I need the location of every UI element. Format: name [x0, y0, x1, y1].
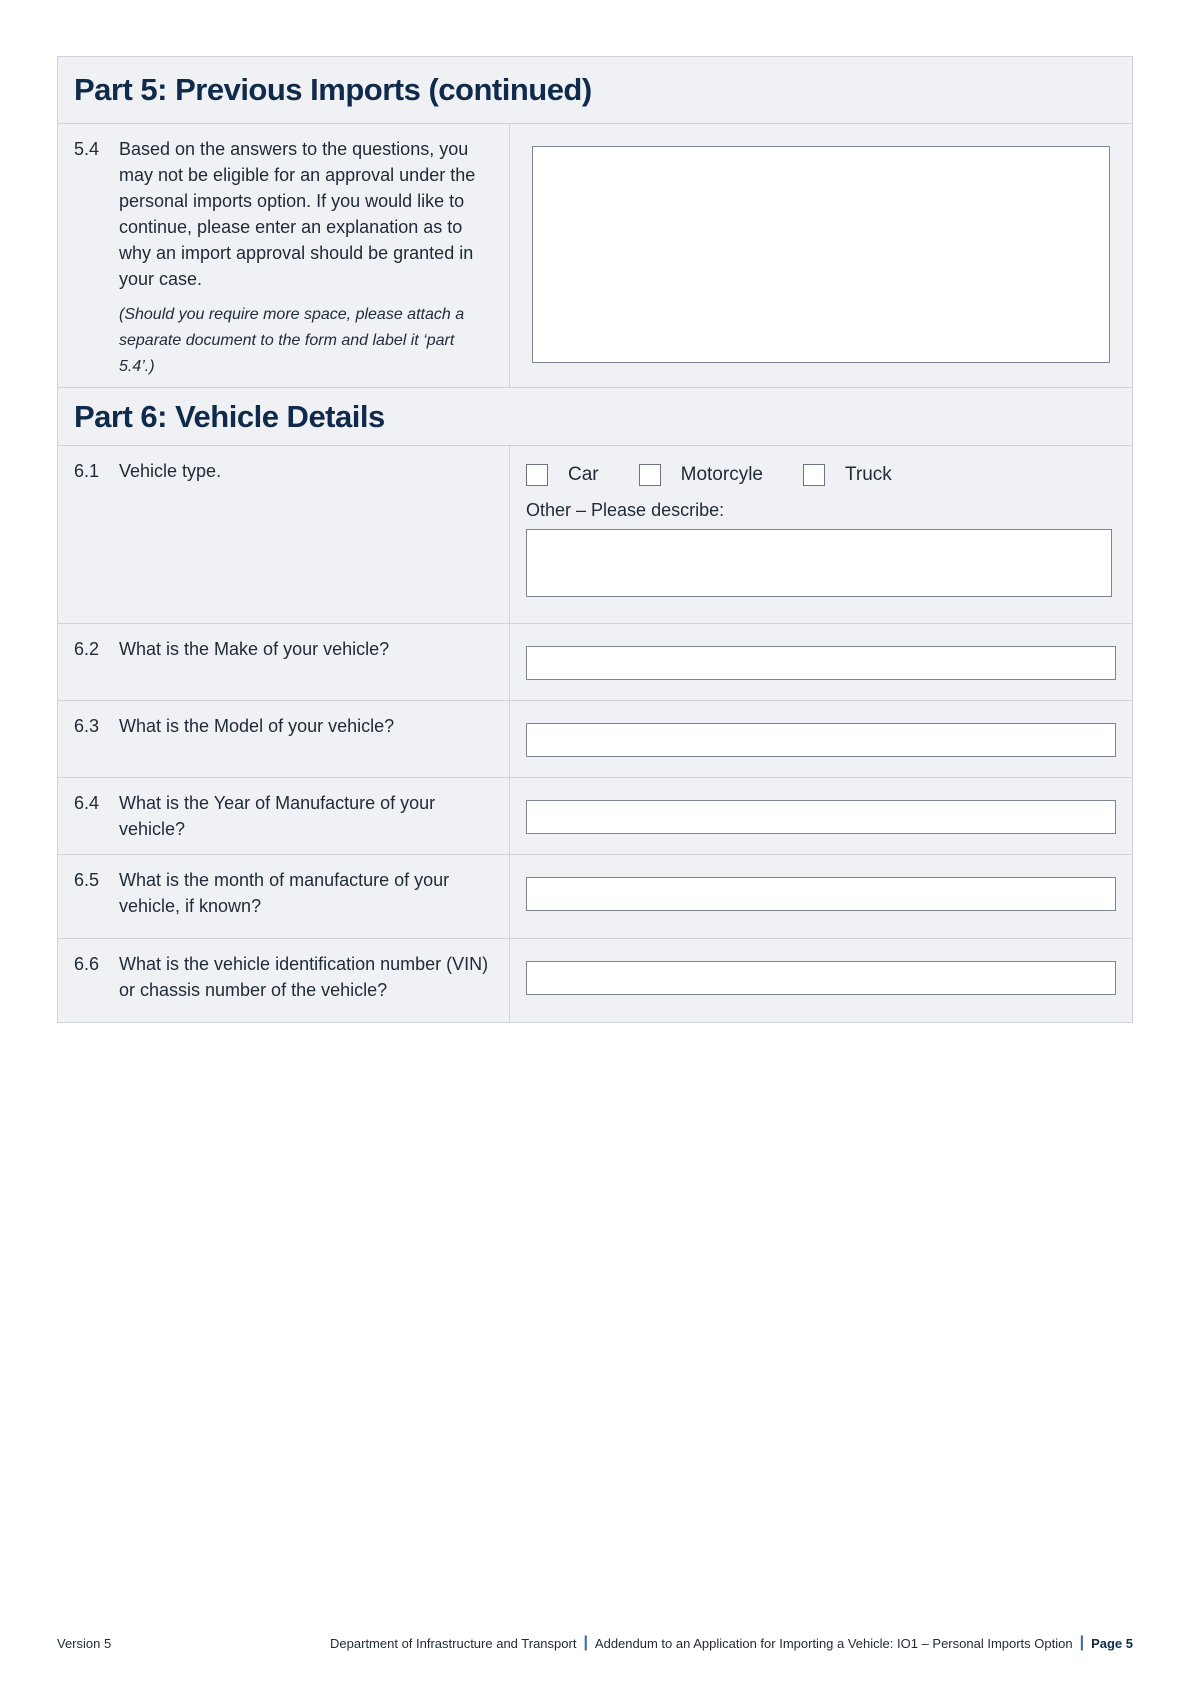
truck-checkbox[interactable] [803, 464, 825, 486]
truck-label: Truck [844, 464, 892, 485]
motorcycle-label: Motorcyle [680, 464, 763, 485]
part5-title: Part 5: Previous Imports (continued) [74, 72, 592, 107]
footer-document-title: Addendum to an Application for Importing a Vehicle: IO1 – Personal Imports Option [594, 1635, 1073, 1651]
question-row-6-3 [58, 701, 1132, 778]
question-cell [58, 124, 510, 387]
answer-cell [510, 778, 1132, 854]
question-number: 6.4 [74, 793, 100, 813]
footer-version: Version 5 [57, 1635, 112, 1651]
question-row-6-5 [58, 855, 1132, 939]
question-row-6-2 [58, 624, 1132, 701]
question-number: 6.1 [74, 461, 100, 481]
part6-title: Part 6: Vehicle Details [74, 398, 385, 434]
vehicle-type-options [526, 464, 1116, 486]
question-text: Vehicle type. [119, 461, 222, 481]
question-cell [58, 624, 510, 700]
vehicle-type-truck[interactable] [803, 464, 892, 486]
footer-page-number: Page 5 [1091, 1635, 1133, 1651]
question-cell [58, 939, 510, 1022]
question-number: 6.6 [74, 954, 100, 974]
model-field[interactable] [526, 723, 1116, 757]
vehicle-type-motorcycle[interactable] [639, 464, 763, 486]
answer-cell [510, 124, 1132, 387]
footer-department: Department of Infrastructure and Transport [330, 1635, 577, 1651]
other-description-field[interactable] [526, 529, 1112, 597]
question-cell [58, 446, 510, 623]
question-text: What is the Model of your vehicle? [119, 716, 395, 736]
make-field[interactable] [526, 646, 1116, 680]
other-label: Other – Please describe: [526, 500, 725, 520]
question-text: What is the Year of Manufacture of your vehicle? [119, 793, 436, 839]
question-text: What is the vehicle identification number (VIN) or chassis number of the vehicle? [119, 954, 489, 1000]
question-row-6-6 [58, 939, 1132, 1022]
application-form [57, 56, 1133, 1023]
motorcycle-checkbox[interactable] [639, 464, 661, 486]
question-text: What is the Make of your vehicle? [119, 639, 390, 659]
question-number: 6.5 [74, 870, 100, 890]
answer-cell [510, 624, 1132, 700]
question-cell [58, 778, 510, 854]
vin-field[interactable] [526, 961, 1116, 995]
year-of-manufacture-field[interactable] [526, 800, 1116, 834]
explanation-textarea[interactable] [532, 146, 1110, 363]
car-checkbox[interactable] [526, 464, 548, 486]
question-cell [58, 701, 510, 777]
footer-right [330, 1634, 1133, 1652]
page-footer [57, 1634, 1133, 1652]
question-number: 5.4 [74, 139, 100, 159]
question-text: What is the month of manufacture of your vehicle, if known? [119, 870, 450, 916]
question-note: (Should you require more space, please attach a separate document to the form and label it ‘part 5.4’.) [119, 306, 465, 375]
part6-header [58, 388, 1132, 446]
question-number: 6.2 [74, 639, 100, 659]
car-label: Car [568, 464, 599, 485]
answer-cell [510, 939, 1132, 1022]
question-cell [58, 855, 510, 938]
answer-cell [510, 701, 1132, 777]
question-row-5-4 [58, 124, 1132, 388]
part5-header [58, 57, 1132, 124]
answer-cell [510, 855, 1132, 938]
vehicle-type-car[interactable] [526, 464, 599, 486]
question-row-6-1 [58, 446, 1132, 624]
answer-cell [510, 446, 1132, 623]
month-of-manufacture-field[interactable] [526, 877, 1116, 911]
question-number: 6.3 [74, 716, 100, 736]
footer-separator: | [583, 1634, 588, 1651]
footer-separator: | [1079, 1634, 1085, 1651]
question-text: Based on the answers to the questions, you may not be eligible for an approval under the personal imports option. If you would like to continue, please enter an explanation as to why an import approval should be granted in your case. [119, 139, 476, 289]
question-row-6-4 [58, 778, 1132, 855]
